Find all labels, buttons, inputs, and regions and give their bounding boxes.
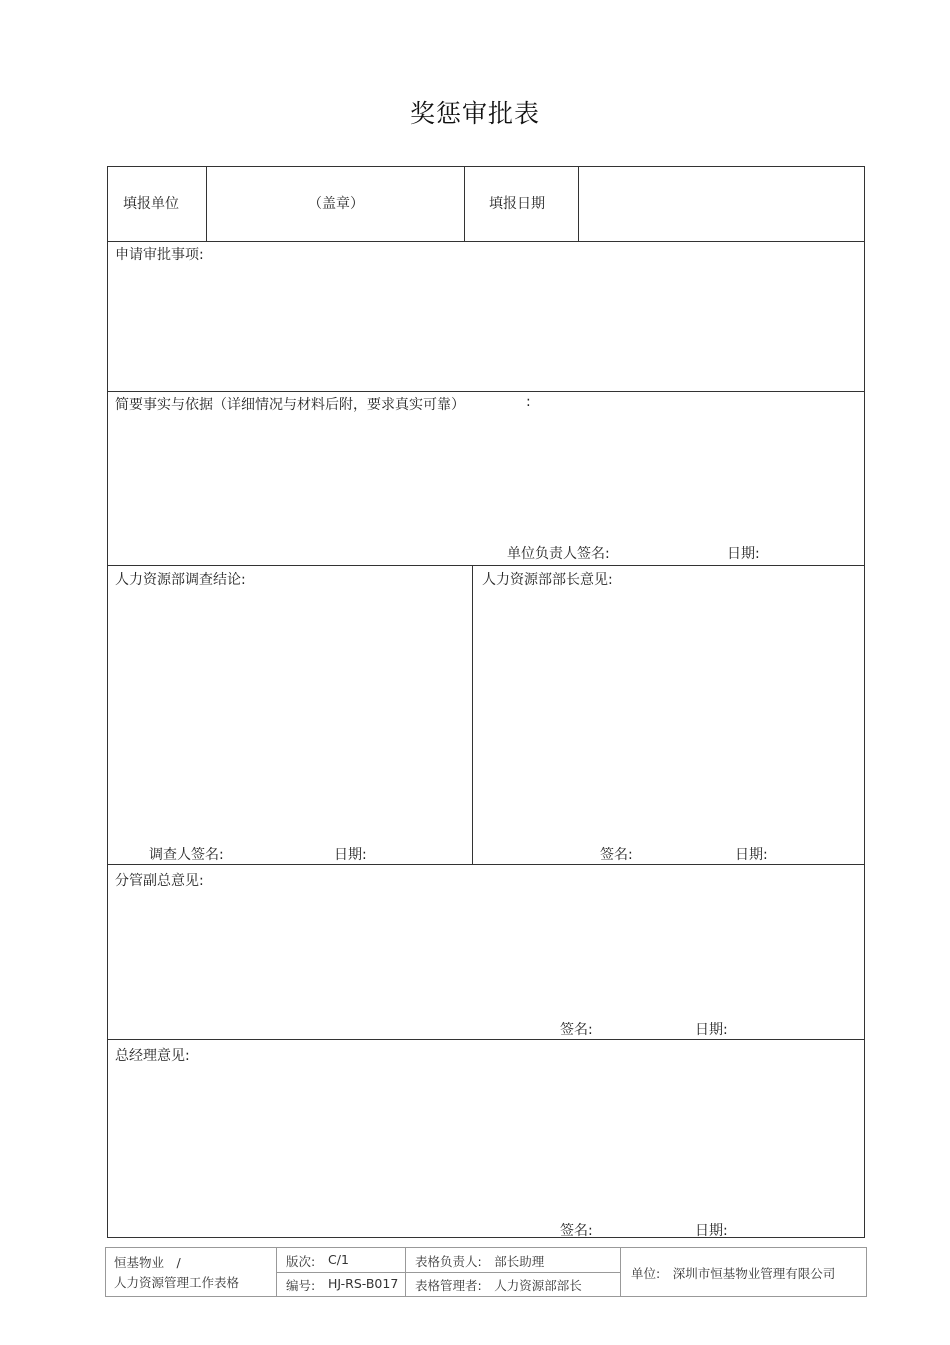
vp-label: 分管副总意见: <box>115 873 204 889</box>
page-title: 奖惩审批表 <box>409 99 540 128</box>
unit-label: 填报单位 <box>123 196 179 212</box>
footer-owner: 表格负责人: 部长助理 <box>415 1254 545 1269</box>
matter-field[interactable] <box>108 263 864 389</box>
investigator-date-label: 日期: <box>334 847 367 863</box>
gm-label: 总经理意见: <box>115 1048 190 1064</box>
col-divider <box>464 167 465 241</box>
date-field[interactable] <box>579 168 864 240</box>
matter-label: 申请审批事项: <box>115 247 204 263</box>
gm-date-label: 日期: <box>695 1223 728 1239</box>
facts-label: 简要事实与依据（详细情况与材料后附，要求真实可靠） <box>115 397 465 413</box>
footer-manager: 表格管理者: 人力资源部部长 <box>415 1278 582 1293</box>
unit-head-sign-label: 单位负责人签名: <box>507 546 610 562</box>
footer-number-label: 编号: <box>286 1278 316 1293</box>
footer-divider <box>276 1272 620 1273</box>
row-divider <box>108 391 864 392</box>
hr-head-date-label: 日期: <box>735 847 768 863</box>
hr-head-label: 人力资源部部长意见: <box>482 572 613 588</box>
vp-field[interactable] <box>108 889 864 1014</box>
footer-divider <box>620 1248 621 1296</box>
vp-sign-label: 签名: <box>560 1022 593 1038</box>
footer-version-value: C/1 <box>328 1252 349 1267</box>
footer-form-category: 人力资源管理工作表格 <box>114 1275 240 1290</box>
row-divider <box>108 565 864 566</box>
row-divider <box>108 864 864 865</box>
hr-investigation-field[interactable] <box>108 588 471 838</box>
hr-head-field[interactable] <box>473 588 864 838</box>
hr-head-sign-label: 签名: <box>600 847 633 863</box>
unit-head-date-label: 日期: <box>727 546 760 562</box>
gm-sign-label: 签名: <box>560 1223 593 1239</box>
facts-colon: : <box>526 394 531 410</box>
form-footer <box>105 1247 867 1297</box>
seal-note: （盖章） <box>308 196 364 212</box>
vp-date-label: 日期: <box>695 1022 728 1038</box>
approval-form <box>107 166 865 1238</box>
footer-number-value: HJ-RS-B017 <box>328 1276 399 1291</box>
date-label: 填报日期 <box>489 196 545 212</box>
hr-investigation-label: 人力资源部调查结论: <box>115 572 246 588</box>
footer-unit: 单位: 深圳市恒基物业管理有限公司 <box>631 1266 836 1281</box>
row-divider <box>108 241 864 242</box>
investigator-sign-label: 调查人签名: <box>149 847 224 863</box>
row-divider <box>108 1039 864 1040</box>
gm-field[interactable] <box>108 1064 864 1214</box>
facts-field[interactable] <box>108 413 864 538</box>
footer-company: 恒基物业 / <box>114 1255 181 1270</box>
footer-version-label: 版次: <box>286 1254 316 1269</box>
